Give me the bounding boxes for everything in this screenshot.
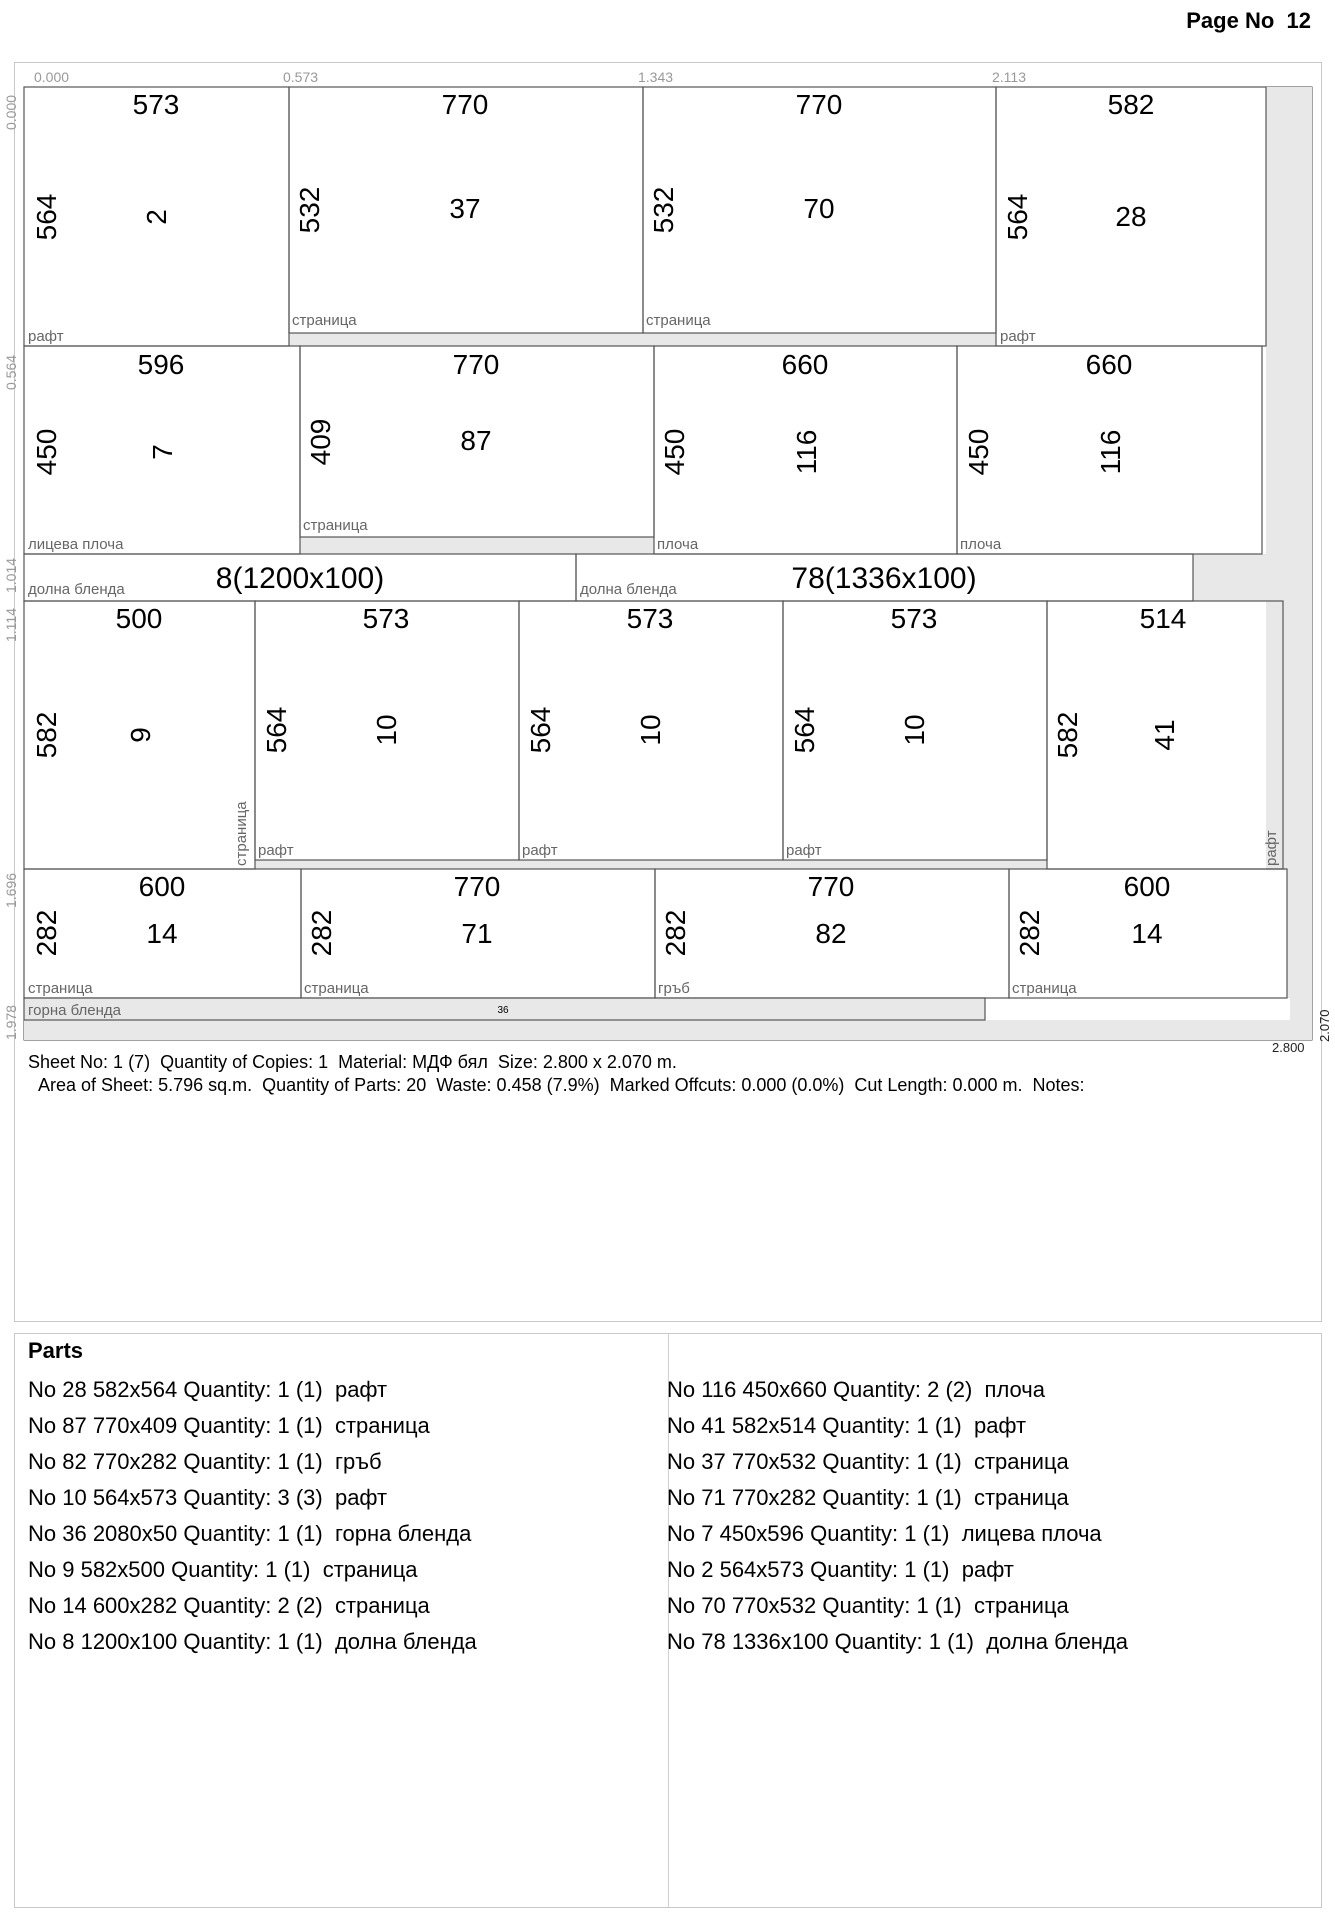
piece-7-name: лицева плоча	[28, 536, 124, 553]
piece-37-height: 532	[294, 186, 325, 234]
piece-14a-no: 14	[146, 918, 178, 949]
y-coord-4: 1.696	[3, 872, 19, 908]
waste-strip-2	[300, 537, 654, 554]
piece-10b-height: 564	[525, 706, 556, 754]
parts-left-item: No 87 770x409 Quantity: 1 (1) страница	[28, 1413, 430, 1438]
piece-10a-name: рафт	[258, 842, 294, 859]
piece-7-width: 596	[137, 349, 185, 380]
piece-87-no: 87	[460, 425, 492, 456]
piece-71-no: 71	[461, 918, 493, 949]
x-coord-0: 0.000	[34, 69, 70, 85]
piece-10b-no: 10	[635, 714, 666, 746]
y-coord-2: 1.114	[3, 608, 19, 642]
piece-2-width: 573	[132, 89, 180, 120]
parts-right-item: No 70 770x532 Quantity: 1 (1) страница	[667, 1593, 1069, 1618]
y-coord-5: 1.978	[3, 1004, 19, 1040]
piece-10c-name: рафт	[786, 842, 822, 859]
piece-116a-height: 450	[659, 428, 690, 476]
parts-title: Parts	[28, 1338, 84, 1363]
piece-70-no: 70	[803, 193, 835, 224]
parts-left-item: No 8 1200x100 Quantity: 1 (1) долна бленда	[28, 1629, 477, 1654]
piece-41-no: 41	[1149, 719, 1180, 751]
piece-41-width: 514	[1139, 603, 1187, 634]
piece-7-height: 450	[31, 428, 62, 476]
parts-left-item: No 36 2080x50 Quantity: 1 (1) горна бленда	[28, 1521, 472, 1546]
piece-8-name: долна бленда	[28, 581, 125, 598]
piece-71-width: 770	[453, 871, 501, 902]
sheet-summary-line-1: Sheet No: 1 (7) Quantity of Copies: 1 Material: МДФ бял Size: 2.800 x 2.070 m.	[28, 1052, 677, 1072]
x-coord-2: 1.343	[638, 69, 674, 85]
piece-82-height: 282	[660, 909, 691, 957]
waste-strip-4	[255, 860, 1047, 869]
parts-left-item: No 28 582x564 Quantity: 1 (1) рафт	[28, 1377, 388, 1402]
parts-right-item: No 2 564x573 Quantity: 1 (1) рафт	[667, 1557, 1014, 1582]
piece-14b-name: страница	[1012, 980, 1077, 997]
piece-2-height: 564	[31, 193, 62, 241]
piece-37-width: 770	[441, 89, 489, 120]
waste-strip-3	[1193, 554, 1266, 601]
piece-116a-width: 660	[781, 349, 829, 380]
piece-116b-name: плоча	[960, 536, 1002, 553]
piece-14a-width: 600	[138, 871, 186, 902]
piece-14a-height: 282	[31, 909, 62, 957]
piece-10b-name: рафт	[522, 842, 558, 859]
piece-10a-no: 10	[371, 714, 402, 746]
piece-78-name: долна бленда	[580, 581, 677, 598]
piece-28-name: рафт	[1000, 328, 1036, 345]
parts-right-item: No 78 1336x100 Quantity: 1 (1) долна бленда	[667, 1629, 1129, 1654]
piece-70-width: 770	[795, 89, 843, 120]
x-coord-3: 2.113	[992, 69, 1026, 85]
piece-9-height: 582	[31, 711, 62, 759]
piece-10b-width: 573	[626, 603, 674, 634]
piece-9-width: 500	[115, 603, 163, 634]
piece-14b-no: 14	[1131, 918, 1163, 949]
piece-41-name: рафт	[1263, 830, 1280, 866]
piece-10a-width: 573	[362, 603, 410, 634]
piece-70-height: 532	[648, 186, 679, 234]
piece-82-width: 770	[807, 871, 855, 902]
piece-116b-no: 116	[1095, 429, 1126, 475]
piece-82-name: гръб	[658, 980, 690, 997]
y-coord-0: 0.000	[3, 94, 19, 130]
x-coord-1: 0.573	[283, 69, 319, 85]
y-coord-3: 1.014	[3, 557, 19, 593]
piece-10c-no: 10	[899, 714, 930, 746]
piece-82-no: 82	[815, 918, 847, 949]
parts-left-item: No 82 770x282 Quantity: 1 (1) гръб	[28, 1449, 382, 1474]
page-number-value: 12	[1286, 8, 1311, 33]
piece-116b-height: 450	[963, 428, 994, 476]
piece-10c-width: 573	[890, 603, 938, 634]
piece-36-no: 36	[497, 1005, 509, 1016]
piece-8-label: 8(1200x100)	[215, 562, 385, 595]
piece-2-name: рафт	[28, 328, 64, 345]
piece-9-no: 9	[125, 727, 156, 743]
piece-71-height: 282	[306, 909, 337, 957]
parts-left-item: No 14 600x282 Quantity: 2 (2) страница	[28, 1593, 430, 1618]
waste-strip-1	[289, 333, 996, 346]
piece-78-label: 78(1336x100)	[791, 562, 977, 595]
piece-28-no: 28	[1115, 201, 1147, 232]
piece-36-name: горна бленда	[28, 1002, 122, 1019]
parts-right-item: No 37 770x532 Quantity: 1 (1) страница	[667, 1449, 1069, 1474]
parts-right-item: No 41 582x514 Quantity: 1 (1) рафт	[667, 1413, 1027, 1438]
parts-left-item: No 10 564x573 Quantity: 3 (3) рафт	[28, 1485, 388, 1510]
piece-116a-no: 116	[791, 429, 822, 475]
piece-10a-height: 564	[261, 706, 292, 754]
piece-71-name: страница	[304, 980, 369, 997]
piece-37-name: страница	[292, 312, 357, 329]
piece-14b-width: 600	[1123, 871, 1171, 902]
piece-28-height: 564	[1002, 193, 1033, 241]
piece-14a-name: страница	[28, 980, 93, 997]
piece-9-name: страница	[233, 801, 250, 866]
piece-87-name: страница	[303, 517, 368, 534]
piece-70-name: страница	[646, 312, 711, 329]
y-coord-1: 0.564	[3, 354, 19, 390]
parts-right-item: No 116 450x660 Quantity: 2 (2) плоча	[667, 1377, 1046, 1402]
parts-right-item: No 7 450x596 Quantity: 1 (1) лицева плоча	[667, 1521, 1102, 1546]
piece-37-no: 37	[449, 193, 481, 224]
sheet-width-label: 2.800	[1272, 1040, 1305, 1055]
piece-41-height: 582	[1052, 711, 1083, 759]
piece-10c-height: 564	[789, 706, 820, 754]
piece-116a-name: плоча	[657, 536, 699, 553]
piece-7-no: 7	[147, 444, 178, 460]
piece-14b-height: 282	[1014, 909, 1045, 957]
piece-87-height: 409	[305, 418, 336, 466]
page-number-label: Page No	[1186, 8, 1275, 33]
piece-116b-width: 660	[1085, 349, 1133, 380]
sheet-summary-line-2: Area of Sheet: 5.796 sq.m. Quantity of Parts: 20 Waste: 0.458 (7.9%) Marked Offcuts: 0.000 (0.0%) Cut Length: 0.000 m. Notes:	[38, 1075, 1085, 1095]
parts-right-item: No 71 770x282 Quantity: 1 (1) страница	[667, 1485, 1069, 1510]
piece-87-width: 770	[452, 349, 500, 380]
piece-2-no: 2	[141, 209, 172, 225]
sheet-height-label: 2.070	[1317, 1009, 1332, 1042]
piece-28-width: 582	[1107, 89, 1155, 120]
parts-left-item: No 9 582x500 Quantity: 1 (1) страница	[28, 1557, 418, 1582]
